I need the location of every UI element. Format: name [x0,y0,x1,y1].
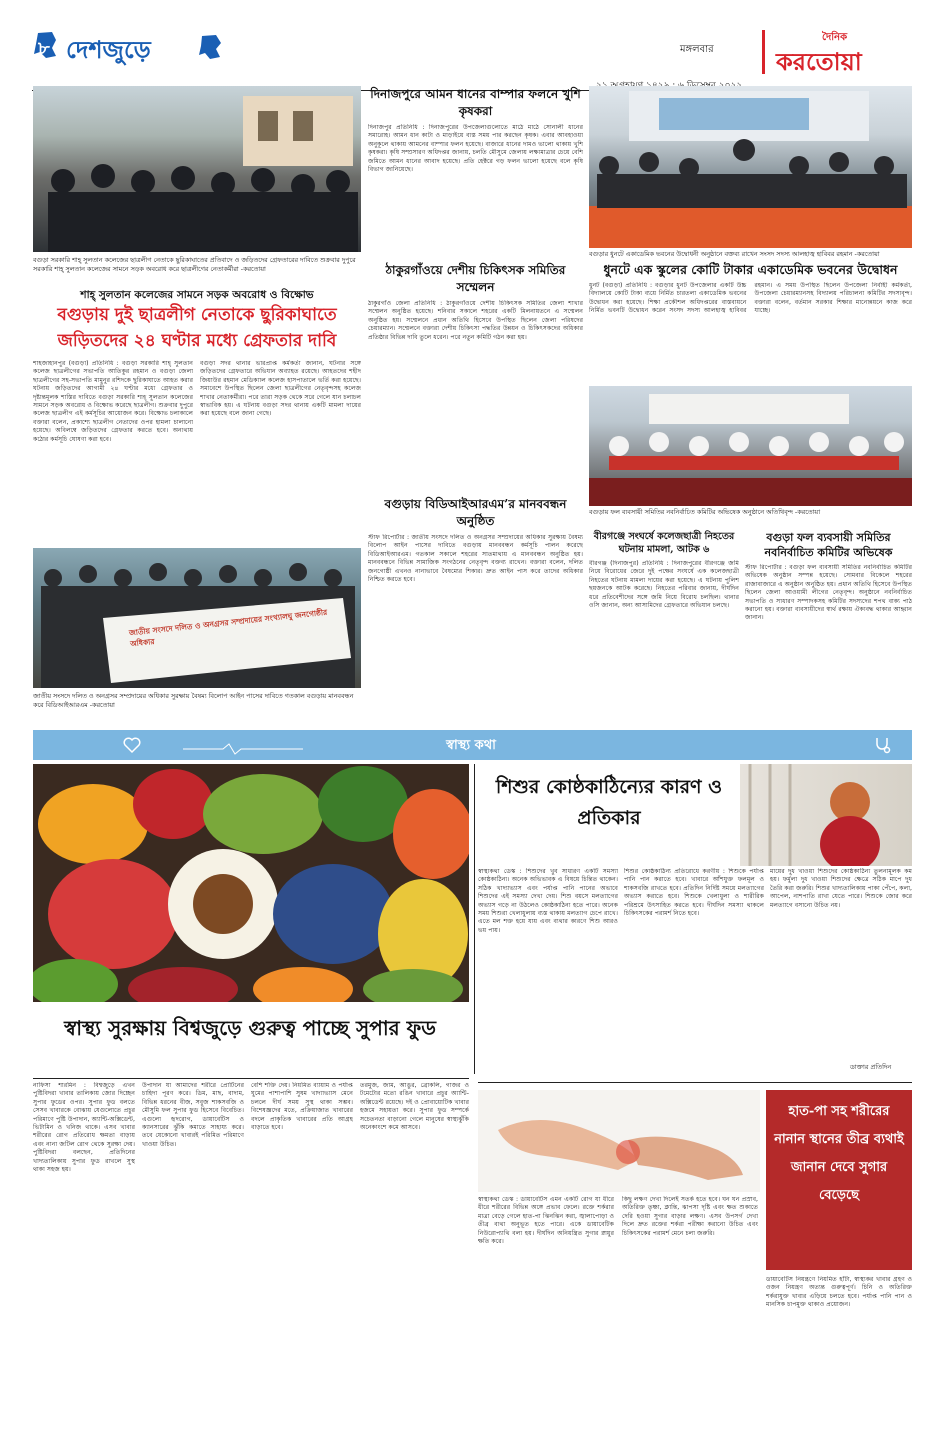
story1-headline: বগুড়ায় দুই ছাত্রলীগ নেতাকে ছুরিকাঘাতে জড়িতদের ২৪ ঘণ্টার মধ্যে গ্রেফতার দাবি [57,305,337,351]
sugar-top-rule [478,1082,912,1083]
protest-photo-caption [33,256,361,284]
stethoscope-icon [873,736,891,754]
map-icon-small [196,34,224,60]
human-chain-caption [33,692,361,720]
day-label: মঙ্গলবার [680,44,714,55]
fruit-body: স্টাফ রিপোর্টার : বগুড়া ফল ব্যবসায়ী সমিতির নবনির্বাচিত কমিটির অভিষেক অনুষ্ঠান সম্পন্ন হয়েছে। সোমবার বিকেলে শহরের রাজাবাজারে এ অনুষ্ঠান অনুষ্ঠিত হয়। প্রধান অতিথি হিসেবে উপস্থিত ছিলেন জেলা আওয়ামী লীগের নেতৃবৃন্দ। অনুষ্ঠানে নবনির্বাচিত সভাপতি ও সাধারণ সম্পাদকসহ কমিটির সদস্যদের শপথ বাক্য পাঠ করানো হয়। বক্তারা ব্যবসায়ীদের স্বার্থ রক্ষায় ঐক্যবদ্ধ থাকার আহ্বান জানান। [745,564,912,622]
story1-body-left: শাহজাহানপুর (বগুড়া) প্রতিনিধি : বগুড়া সরকারি শাহ্ সুলতান কলেজ ছাত্রলীগের সভাপতি আতিকুর রহমান ও বগুড়া জেলা ছাত্রলীগের সহ-সভাপতি মামুনুর রশিদকে ছুরিকাঘাতে আহত করার ঘটনায় জড়িতদের আগামী ২৪ ঘণ্টার মধ্যে গ্রেফতার ও দৃষ্টান্তমূলক শাস্তির দাবিতে বগুড়া সরকারি শাহ্ সুলতান কলেজের সামনে সড়ক অবরোধ ও বিক্ষোভ করেছে ছাত্রলীগ। শুক্রবার দুপুরে কলেজ ছাত্রলীগ এই কর্মসূচির আয়োজন করে। বিক্ষোভ চলাকালে বক্তারা বলেন, প্রকাশ্যে ছাত্রলীগ নেতাদের ওপর হামলা চালানো হয়েছে। অবিলম্বে জড়িতদের গ্রেফতার করতে হবে। অন্যথায় কঠোর কর্মসূচি ঘোষণা করা হবে। [33,360,193,443]
sugar-body-2: কিছু লক্ষণ দেখা দিলেই সতর্ক হতে হবে। ঘন ঘন প্রস্রাব, অতিরিক্ত তৃষ্ণা, ক্লান্তি, ঝাপসা দৃষ্টি এবং ক্ষত শুকাতে দেরি হওয়া সুগার বাড়ার লক্ষণ। এসব উপসর্গ দেখা দিলে দ্রুত রক্তের শর্করা পরীক্ষা করানো উচিত এবং চিকিৎসকের পরামর্শ মেনে চলা জরুরি। [622,1196,758,1237]
caption-credit: -করতোয়া [794,508,821,516]
academic-photo-caption [589,250,912,260]
caption-text: জাতীয় সংসদে দলিত ও অনগ্রসর সম্প্রদায়ের অধিকার সুরক্ষায় বৈষম্য বিলোপ আইন পাসের দাবিতে গতকাল বগুড়ায় মানববন্ধন করে বিডিআইআরএম [33,692,354,709]
masthead [0,0,945,80]
caption-credit: -করতোয়া [89,700,115,709]
superfood-body-4: তরমুজ, জাম, আঙুর, ব্রোকলি, গাজর ও টমেটোর মতো রঙিন খাবারে প্রচুর অ্যান্টি-অক্সিডেন্ট রয়েছে। দই ও প্রোবায়োটিক খাবার হজমে সহায়তা করে। সুপার ফুড সম্পর্কে সচেতনতা বাড়ানো গেলে মানুষের স্বাস্থ্যঝুঁকি অনেকাংশে কমে আসবে। [360,1082,469,1132]
health-pulse-icon [183,740,303,752]
superfood-rule [33,1078,469,1079]
caption-text: বগুড়ায় ফল ব্যবসায়ী সমিতির নবনির্বাচিত কমিটির অভিষেক অনুষ্ঠানে অতিথিবৃন্দ [589,508,793,516]
academic-body: ধুনট (বগুড়া) প্রতিনিধি : বগুড়ার ধুনট উপজেলার একটি উচ্চ বিদ্যালয়ে কোটি টাকা ব্যয়ে নির্মিত চারতলা একাডেমিক ভবনের উদ্বোধন করা হয়েছে। শিক্ষা প্রকৌশল অধিদপ্তরের বাস্তবায়নে নির্মিত ভবনটি উদ্বোধন করেন সংসদ সদস্য আলহাজ্ব হাবিবর রহমান। এ সময় উপস্থিত ছিলেন উপজেলা নির্বাহী কর্মকর্তা, উপজেলা চেয়ারম্যানসহ বিদ্যালয় পরিচালনা কমিটির সদস্যবৃন্দ। বক্তারা বলেন, বর্তমান সরকার শিক্ষার মানোন্নয়নে কাজ করে যাচ্ছে। [589,282,912,315]
banner-text: জাতীয় সংসদে দলিত ও অনগ্রসর সম্প্রদায়ের সংখ্যালঘু জনগোষ্ঠীর অধিকার [128,607,328,649]
health-band-title: স্বাস্থ্য কথা [446,738,496,753]
rice-headline: দিনাজপুরে আমন ধানের বাম্পার ফলনে খুশি কৃষকরা [370,87,581,118]
paper-small-name: দৈনিক [822,32,848,43]
attack-headline: বীরগঞ্জে সংঘর্ষে কলেজছাত্রী নিহতের ঘটনায় মামলা, আটক ৬ [593,531,735,555]
sugar-body-1: স্বাস্থ্যকথা ডেস্ক : ডায়াবেটিস এমন একটি রোগ যা ধীরে ধীরে শরীরের বিভিন্ন অঙ্গে প্রভাব ফেলে। রক্তে শর্করার মাত্রা বেড়ে গেলে হাত-পা ঝিনঝিন করা, জ্বালাপোড়া ও তীব্র ব্যথা অনুভূত হতে পারে। একে ডায়াবেটিক নিউরোপ্যাথি বলা হয়। দীর্ঘদিন অনিয়ন্ত্রিত সুগার স্নায়ুর ক্ষতি করে। [478,1196,614,1246]
child-credit: ডাক্তার প্রতিদিন [850,1063,892,1071]
hands-pain-photo [478,1090,760,1192]
rice-body: দিনাজপুর প্রতিনিধি : দিনাজপুরের উপজেলাগুলোতে মাঠে মাঠে সোনালী ধানের সমারোহ। আমন ধান কাটা ও মাড়াইয়ে ব্যস্ত সময় পার করছেন কৃষক। এবার আবহাওয়া অনুকূলে থাকায় আমনের বাম্পার ফলন হয়েছে। বাজারে ধানের দামও ভালো থাকায় খুশি কৃষকরা। কৃষি সম্প্রসারণ অধিদপ্তর জানায়, চলতি মৌসুমে জেলায় লক্ষ্যমাত্রার চেয়ে বেশি জমিতে আমন ধানের আবাদ হয়েছে। প্রতি হেক্টরে গড় ফলন ভালো হয়েছে বলে কৃষি বিভাগ জানিয়েছে। [368,124,583,174]
health-band [33,730,912,760]
superfood-headline: স্বাস্থ্য সুরক্ষায় বিশ্বজুড়ে গুরুত্ব পাচ্ছে সুপার ফুড [64,1016,436,1040]
attack-body: বীরগঞ্জ (দিনাজপুর) প্রতিনিধি : দিনাজপুরের বীরগঞ্জে জমি নিয়ে বিরোধের জেরে দুই পক্ষের সংঘর্ষে এক কলেজছাত্রী নিহতের ঘটনায় মামলা দায়ের করা হয়েছে। এ ঘটনায় পুলিশ ছয়জনকে আটক করেছে। নিহতের পরিবার জানায়, দীর্ঘদিন ধরে প্রতিবেশীদের সঙ্গে জমি নিয়ে বিরোধ চলছিল। থানার ওসি জানান, অন্য আসামিদের গ্রেফতারে অভিযান চলছে। [589,560,739,610]
story1-kicker: শাহ্ সুলতান কলেজের সামনে সড়ক অবরোধ ও বিক্ষোভ [80,289,314,301]
superfood-body-3: বেশি শক্তি দেয়। নিয়মিত ব্যায়াম ও পর্যাপ্ত ঘুমের পাশাপাশি সুষম খাদ্যাভ্যাস মেনে চললে দীর্ঘ সময় সুস্থ থাকা সম্ভব। বিশেষজ্ঞদের মতে, প্রক্রিয়াজাত খাবারের বদলে প্রাকৃতিক খাবারের প্রতি আগ্রহ বাড়াতে হবে। [251,1082,353,1132]
superfood-photo [33,764,469,1002]
section-title: দেশজুড়ে [66,36,151,64]
child-body-1: স্বাস্থ্যকথা ডেস্ক : শিশুদের খুব সাধারণ একটি সমস্যা কোষ্ঠকাঠিন্য। অনেক অভিভাবক এ বিষয়ে চিন্তিত থাকেন। সঠিক খাদ্যাভ্যাস এবং পর্যাপ্ত পানি পানের অভাবে শিশুদের এই সমস্যা দেখা দেয়। শিশু বয়সে মলত্যাগের অভ্যাস গড়ে না উঠলেও কোষ্ঠকাঠিন্য হতে পারে। অনেক সময় শিশুরা খেলাধুলায় ব্যস্ত থাকায় মলত্যাগ চেপে রাখে। এতে মল শক্ত হয়ে যায় এবং ব্যথার কারণে শিশু আরও ভয় পায়। [478,868,618,934]
health-vertical-rule [474,764,475,1074]
fruit-association-photo [589,386,912,506]
fruit-photo-caption [589,508,912,526]
academic-building-photo [589,86,912,248]
chikitsak-headline: ঠাকুরগাঁওয়ে দেশীয় চিকিৎসক সমিতির সম্মেলন [385,263,566,294]
superfood-body-1: নাফিসা শারমিন : বিশ্বজুড়ে এখন পুষ্টিবিদরা খাবার তালিকায় জোর দিচ্ছেন সুপার ফুডের ওপর। সুপার ফুড বলতে সেসব খাবারকে বোঝায় যেগুলোতে প্রচুর পরিমাণে পুষ্টি উপাদান, অ্যান্টি-অক্সিডেন্ট, ভিটামিন ও খনিজ থাকে। এসব খাবার শরীরের রোগ প্রতিরোধ ক্ষমতা বাড়ায় এবং নানা জটিল রোগ থেকে সুরক্ষা দেয়। পুষ্টিবিদরা বলছেন, প্রতিদিনের খাদ্যতালিকায় সুপার ফুড রাখলে সুস্থ থাকা সহজ হয়। [33,1082,135,1174]
protest-photo [33,86,361,252]
child-body-2: শিশুর কোষ্ঠকাঠিন্য প্রতিরোধে করণীয় : শিশুকে পর্যাপ্ত পানি পান করাতে হবে। খাবারে আঁশযুক্ত ফলমূল ও শাকসবজি রাখতে হবে। প্রতিদিন নির্দিষ্ট সময়ে মলত্যাগের অভ্যাস করাতে হবে। শিশুকে খেলাধুলা ও শারীরিক পরিশ্রমে উৎসাহিত করতে হবে। দীর্ঘদিন সমস্যা থাকলে চিকিৎসকের পরামর্শ নিতে হবে। [624,868,764,918]
bdiarm-headline: বগুড়ায় বিডিআইআরএম’র মানববন্ধন অনুষ্ঠিত [384,497,567,528]
caption-credit: -করতোয়া [240,264,266,273]
caption-text: বগুড়া সরকারি শাহ্ সুলতান কলেজের ছাত্রলীগ নেতাকে ছুরিকাঘাতের প্রতিবাদে ও জড়িতদের গ্রেফতারের দাবিতে শুক্রবার দুপুরে সরকারি শাহ্ সুলতান কলেজের সামনে সড়ক অবরোধ করে ছাত্রলীগের নেতাকর্মীরা [33,256,356,273]
bdiarm-body: স্টাফ রিপোর্টার : জাতীয় সংসদে দলিত ও অনগ্রসর সম্প্রদায়ের অধিকার সুরক্ষায় বৈষম্য বিলোপ আইন পাসের দাবিতে বগুড়ায় মানববন্ধন কর্মসূচি পালন করেছে বিডিআইআরএম। গতকাল সকালে শহরের সাতমাথায় এ মানববন্ধন অনুষ্ঠিত হয়। মানববন্ধনে বিভিন্ন সামাজিক সংগঠনের নেতৃবৃন্দ বক্তব্য রাখেন। বক্তারা বলেন, দলিত জনগোষ্ঠী এখনও নানাভাবে বৈষম্যের শিকার। দ্রুত আইন পাস করে তাদের অধিকার নিশ্চিত করতে হবে। [368,534,583,584]
crying-child-photo [740,764,912,866]
page-number: ৮ [38,38,50,59]
sugar-body-3: ডায়াবেটিস নিয়ন্ত্রণে নিয়মিত হাঁটা, স্বাস্থ্যকর খাবার গ্রহণ ও ওজন নিয়ন্ত্রণ অত্যন্ত গুরুত্বপূর্ণ। চিনি ও অতিরিক্ত শর্করাযুক্ত খাবার এড়িয়ে চলতে হবে। পর্যাপ্ত পানি পান ও মানসিক চাপমুক্ত থাকাও প্রয়োজন। [766,1276,912,1309]
story1-body-right: বগুড়া সদর থানার ভারপ্রাপ্ত কর্মকর্তা জানান, ঘটনার সঙ্গে জড়িতদের গ্রেফতারে অভিযান অব্যাহত রয়েছে। আহতদের শহীদ জিয়াউর রহমান মেডিক্যাল কলেজ হাসপাতালে ভর্তি করা হয়েছে। সমাবেশে উপস্থিত ছিলেন জেলা ছাত্রলীগের নেতৃবৃন্দসহ কলেজ শাখার নেতাকর্মীরা। পরে তারা সড়ক থেকে সরে গেলে যান চলাচল স্বাভাবিক হয়। এ ঘটনায় বগুড়া সদর থানায় একটি মামলা দায়ের করা হয়েছে বলে জানা গেছে। [200,360,361,418]
human-chain-photo [33,548,361,688]
sugar-headline: হাত-পা সহ শরীরের নানান স্থানের তীব্র ব্যথাই জানান দেবে সুগার বেড়েছে [774,1104,904,1203]
chikitsak-body: ঠাকুরগাঁও জেলা প্রতিনিধি : ঠাকুরগাঁওয়ে দেশীয় চিকিৎসক সমিতির জেলা শাখার সম্মেলন অনুষ্ঠিত হয়েছে। শনিবার সকালে শহরের একটি মিলনায়তনে এ সম্মেলন অনুষ্ঠিত হয়। সম্মেলনে প্রধান অতিথি হিসেবে উপস্থিত ছিলেন জেলা পরিষদের চেয়ারম্যান। সম্মেলনে বক্তারা দেশীয় চিকিৎসা পদ্ধতির উন্নয়ন ও চিকিৎসকদের অধিকার প্রতিষ্ঠার বিভিন্ন দাবি তুলে ধরেন। পরে নতুন কমিটি গঠন করা হয়। [368,300,583,341]
paper-name: করতোয়া [776,47,862,76]
child-body-3: মায়ের দুধ খাওয়া শিশুদের কোষ্ঠকাঠিন্য তুলনামূলক কম হয়। ফর্মুলা দুধ খাওয়া শিশুদের ক্ষেত্রে সঠিক মাপে দুধ তৈরি করা জরুরি। শিশুর খাদ্যতালিকায় পাকা পেঁপে, কলা, আপেল, নাশপাতি রাখা যেতে পারে। শিশুকে জোর করে মলত্যাগে বসানো উচিত নয়। [770,868,912,909]
child-headline: শিশুর কোষ্ঠকাঠিন্যের কারণ ও প্রতিকার [495,776,723,829]
superfood-body-2: উপাদান যা আমাদের শরীরে প্রোটিনের চাহিদা পূরণ করে। ডিম, মাছ, বাদাম, বিভিন্ন ধরনের বীজ, সবুজ শাকসবজি ও মৌসুমি ফল সুপার ফুড হিসেবে বিবেচিত। এগুলো হৃদরোগ, ডায়াবেটিস ও ক্যানসারের ঝুঁকি কমাতে সাহায্য করে। তবে যেকোনো খাবারই পরিমিত পরিমাণে খাওয়া উচিত। [142,1082,244,1148]
caption-text: বগুড়ার ধুনটে একাডেমিক ভবনের উদ্বোধনী অনুষ্ঠানে বক্তব্য রাখেন সংসদ সদস্য আলহাজ্ব হাবিবর রহমান [589,250,853,258]
sugar-headline-box [766,1090,912,1270]
caption-credit: -করতোয়া [854,250,880,258]
academic-headline: ধুনটে এক স্কুলের কোটি টাকার একাডেমিক ভবনের উদ্বোধন [603,262,898,277]
health-heart-icon [123,736,141,754]
fruit-headline: বগুড়া ফল ব্যবসায়ী সমিতির নবনির্বাচিত কমিটির অভিষেক [764,531,893,559]
masthead-divider [762,30,765,74]
